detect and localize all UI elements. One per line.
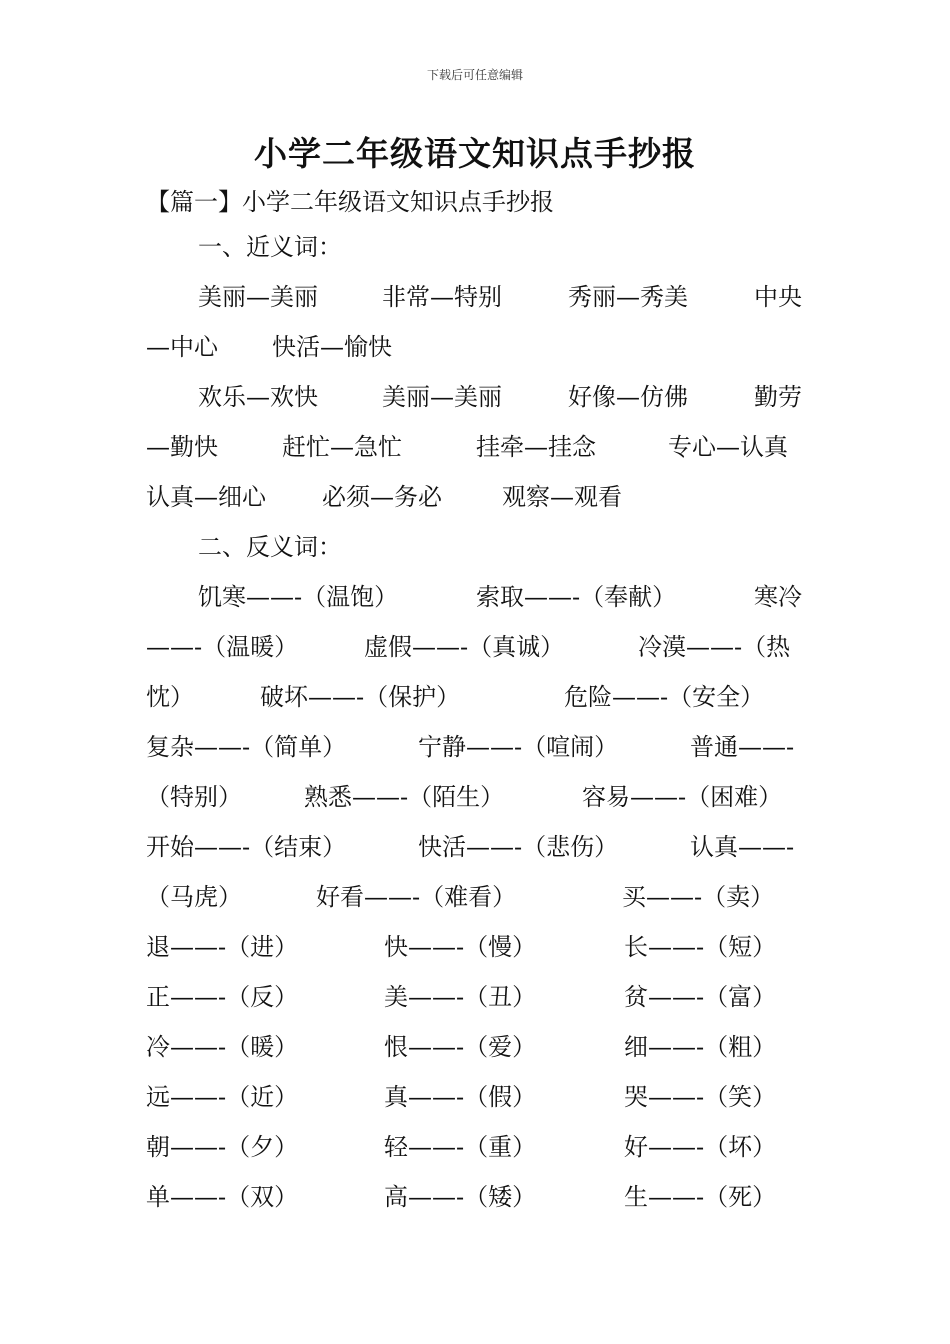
antonym-pair: 贫——-（富） xyxy=(624,983,777,1011)
antonym-pair: 单——-（双） xyxy=(146,1183,299,1211)
synonyms-heading-line xyxy=(146,229,806,265)
synonym-pair: 好像—仿佛 xyxy=(568,383,688,411)
antonym-pair: 认真——- xyxy=(690,833,795,861)
antonym-line xyxy=(146,629,806,665)
antonym-pair: 寒冷 xyxy=(754,583,802,611)
antonym-line xyxy=(146,579,806,615)
antonym-pair: 普通——- xyxy=(690,733,795,761)
antonym-line xyxy=(146,829,806,865)
synonym-pair: 赶忙—急忙 xyxy=(282,433,402,461)
antonym-pair: 容易——-（困难） xyxy=(582,783,783,811)
antonym-pair: 开始——-（结束） xyxy=(146,833,347,861)
synonyms-heading: 一、近义词： xyxy=(198,233,342,261)
synonym-pair: 非常—特别 xyxy=(382,283,502,311)
synonym-pair: 快活—愉快 xyxy=(272,333,392,361)
antonym-pair: 破坏——-（保护） xyxy=(260,683,461,711)
synonym-pair: —勤快 xyxy=(146,433,218,461)
page-header: 下载后可任意编辑 xyxy=(426,68,523,82)
antonym-line xyxy=(146,1079,806,1115)
antonym-pair: 快活——-（悲伤） xyxy=(418,833,619,861)
antonym-pair: 正——-（反） xyxy=(146,983,299,1011)
antonym-pair: 快——-（慢） xyxy=(384,933,537,961)
antonym-pair: ——-（温暖） xyxy=(146,633,299,661)
antonym-pair: 哭——-（笑） xyxy=(624,1083,777,1111)
synonym-pair: 美丽—美丽 xyxy=(198,283,318,311)
antonyms-heading-line xyxy=(146,529,806,565)
synonym-pair: 勤劳 xyxy=(754,383,802,411)
synonym-line xyxy=(146,479,806,515)
synonym-line xyxy=(146,429,806,465)
antonym-pair: 复杂——-（简单） xyxy=(146,733,347,761)
antonym-pair: 退——-（进） xyxy=(146,933,299,961)
antonym-pair: 好看——-（难看） xyxy=(316,883,517,911)
antonym-pair: 饥寒——-（温饱） xyxy=(198,583,399,611)
antonym-pair: 朝——-（夕） xyxy=(146,1133,299,1161)
antonym-pair: 虚假——-（真诚） xyxy=(364,633,565,661)
synonym-pair: 挂牵—挂念 xyxy=(476,433,596,461)
synonym-pair: 必须—务必 xyxy=(322,483,442,511)
synonym-line xyxy=(146,379,806,415)
synonym-pair: 秀丽—秀美 xyxy=(568,283,688,311)
antonym-pair: 恨——-（爱） xyxy=(384,1033,537,1061)
antonym-pair: （特别） xyxy=(146,783,242,811)
synonym-line xyxy=(146,279,806,315)
antonym-pair: 宁静——-（喧闹） xyxy=(418,733,619,761)
antonym-pair: 买——-（卖） xyxy=(622,883,775,911)
synonym-line xyxy=(146,329,806,365)
synonym-pair: 欢乐—欢快 xyxy=(198,383,318,411)
antonym-pair: 美——-（丑） xyxy=(384,983,537,1011)
antonym-pair: 好——-（坏） xyxy=(624,1133,777,1161)
antonyms-heading: 二、反义词： xyxy=(198,533,342,561)
antonym-pair: 真——-（假） xyxy=(384,1083,537,1111)
antonym-pair: 细——-（粗） xyxy=(624,1033,777,1061)
antonym-line xyxy=(146,729,806,765)
antonym-pair: 高——-（矮） xyxy=(384,1183,537,1211)
antonym-line xyxy=(146,929,806,965)
antonym-pair: 冷漠——-（热 xyxy=(638,633,791,661)
antonym-pair: 忱） xyxy=(146,683,194,711)
antonym-line xyxy=(146,1179,806,1215)
antonym-pair: 熟悉——-（陌生） xyxy=(304,783,505,811)
synonym-pair: 专心—认真 xyxy=(668,433,788,461)
antonym-line xyxy=(146,679,806,715)
synonym-pair: —中心 xyxy=(146,333,218,361)
antonym-pair: 远——-（近） xyxy=(146,1083,299,1111)
antonym-pair: 轻——-（重） xyxy=(384,1133,537,1161)
antonym-pair: 索取——-（奉献） xyxy=(476,583,677,611)
synonym-pair: 观察—观看 xyxy=(502,483,622,511)
antonym-pair: 生——-（死） xyxy=(624,1183,777,1211)
antonym-line xyxy=(146,979,806,1015)
antonym-pair: 危险——-（安全） xyxy=(564,683,765,711)
antonym-line xyxy=(146,1129,806,1165)
antonym-line xyxy=(146,879,806,915)
antonym-line xyxy=(146,779,806,815)
antonym-pair: 冷——-（暖） xyxy=(146,1033,299,1061)
synonym-pair: 美丽—美丽 xyxy=(382,383,502,411)
antonym-pair: （马虎） xyxy=(146,883,242,911)
section-subtitle: 【篇一】小学二年级语文知识点手抄报 xyxy=(146,188,554,216)
antonym-line xyxy=(146,1029,806,1065)
synonym-pair: 认真—细心 xyxy=(146,483,266,511)
document-title: 小学二年级语文知识点手抄报 xyxy=(254,134,696,173)
antonym-pair: 长——-（短） xyxy=(624,933,777,961)
synonym-pair: 中央 xyxy=(754,283,802,311)
